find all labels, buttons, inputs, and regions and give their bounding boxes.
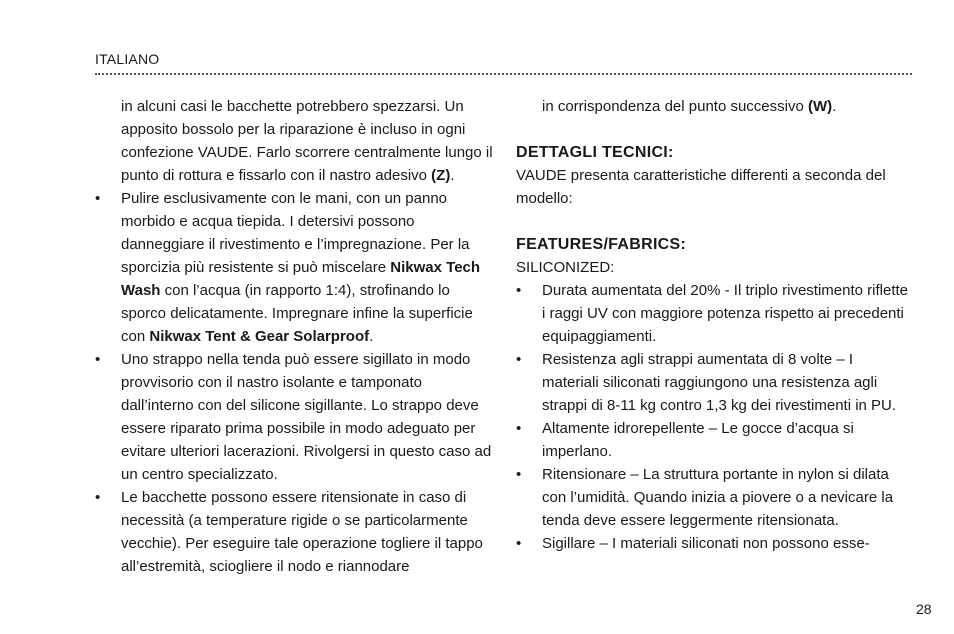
list-item-durability bbox=[516, 279, 911, 348]
sealing-text: Sigillare – I materiali siliconati non possono esse- bbox=[542, 535, 870, 552]
left-column bbox=[95, 95, 495, 578]
continuation-paragraph bbox=[516, 95, 911, 118]
list-item-water-repellent bbox=[516, 417, 911, 463]
continuation-ref-w: (W) bbox=[808, 98, 833, 115]
tech-details-heading: DETTAGLI TECNICI: bbox=[516, 144, 674, 161]
page-header-language: ITALIANO bbox=[95, 51, 160, 67]
list-item-tear-resistance bbox=[516, 348, 911, 417]
list-item-tear-repair bbox=[95, 348, 495, 486]
list-item-cleaning bbox=[95, 187, 495, 348]
bullet-icon: • bbox=[516, 282, 522, 299]
right-column bbox=[516, 95, 911, 555]
siliconized-label: SILICONIZED: bbox=[516, 259, 615, 276]
tech-details-text: VAUDE presenta caratteristiche differenti a seconda del modello: bbox=[516, 167, 886, 207]
bullet-icon: • bbox=[516, 420, 522, 437]
bullet-icon: • bbox=[95, 190, 101, 207]
intro-ref-z: (Z) bbox=[431, 167, 451, 184]
intro-text: in alcuni casi le bacchette potrebbero spezzarsi. Un apposito bossolo per la riparazione è incluso in ogni confezione VAUDE. Farlo scorrere centralmente lungo il punto di rottura e fissarlo con il nastro adesivo bbox=[121, 98, 493, 184]
poles-tension-text: Le bacchette possono essere ritensionate in caso di necessità (a temperature rigide o se particolarmente vecchie). Per eseguire tale operazione togliere il tappo all’estremità, sciogliere il nodo e riannodare bbox=[121, 489, 483, 575]
bullet-icon: • bbox=[516, 351, 522, 368]
bullet-icon: • bbox=[95, 351, 101, 368]
cleaning-end: . bbox=[369, 328, 374, 345]
continuation-text: in corrispondenza del punto successivo bbox=[542, 98, 808, 115]
list-item-retension bbox=[516, 463, 911, 532]
cleaning-product-2: Nikwax Tent & Gear Solarproof bbox=[149, 328, 370, 345]
bullet-icon: • bbox=[516, 535, 522, 552]
intro-paragraph bbox=[95, 95, 495, 187]
page-number: 28 bbox=[916, 601, 932, 617]
intro-end: . bbox=[450, 167, 455, 184]
tear-repair-text: Uno strappo nella tenda può essere sigillato in modo provvisorio con il nastro isolante e tamponato dall’interno con del silicone sigillante. Lo strappo deve essere riparato prima possibile in modo adeguato per evitare ulteriori lacerazioni. Rivolgersi in questo caso ad un centro specializzato. bbox=[121, 351, 492, 483]
list-item-sealing bbox=[516, 532, 911, 555]
list-item-poles-tension bbox=[95, 486, 495, 578]
tear-resistance-text: Resistenza agli strappi aumentata di 8 volte – I materiali siliconati raggiungono una resistenza agli strappi di 8-11 kg contro 1,3 kg dei rivestimenti in PU. bbox=[542, 351, 897, 414]
header-dotted-divider bbox=[95, 73, 912, 75]
cleaning-text: Pulire esclusivamente con le mani, con un panno morbido e acqua tiepida. I detersivi possono danneggiare il rivestimento e l’impregnazione. Per la sporcizia più resistente si può miscelare bbox=[121, 190, 470, 276]
features-heading: FEATURES/FABRICS: bbox=[516, 236, 687, 253]
water-repellent-text: Altamente idrorepellente – Le gocce d’acqua si imperlano. bbox=[542, 420, 854, 460]
cleaning-product-1: Nikwax Tech Wash bbox=[121, 259, 481, 299]
cleaning-text-2: con l’acqua (in rapporto 1:4), strofinando lo sporco delicatamente. Impregnare infine la superficie con bbox=[121, 282, 473, 345]
continuation-end: . bbox=[832, 98, 837, 115]
durability-text: Durata aumentata del 20% - Il triplo rivestimento riflette i raggi UV con maggiore potenza rispetto ai precedenti equipaggiamenti. bbox=[542, 282, 908, 345]
bullet-icon: • bbox=[516, 466, 522, 483]
bullet-icon: • bbox=[95, 489, 101, 506]
retension-text: Ritensionare – La struttura portante in nylon si dilata con l’umidità. Quando inizia a piovere o a nevicare la tenda deve essere leggermente ritensionata. bbox=[542, 466, 894, 529]
